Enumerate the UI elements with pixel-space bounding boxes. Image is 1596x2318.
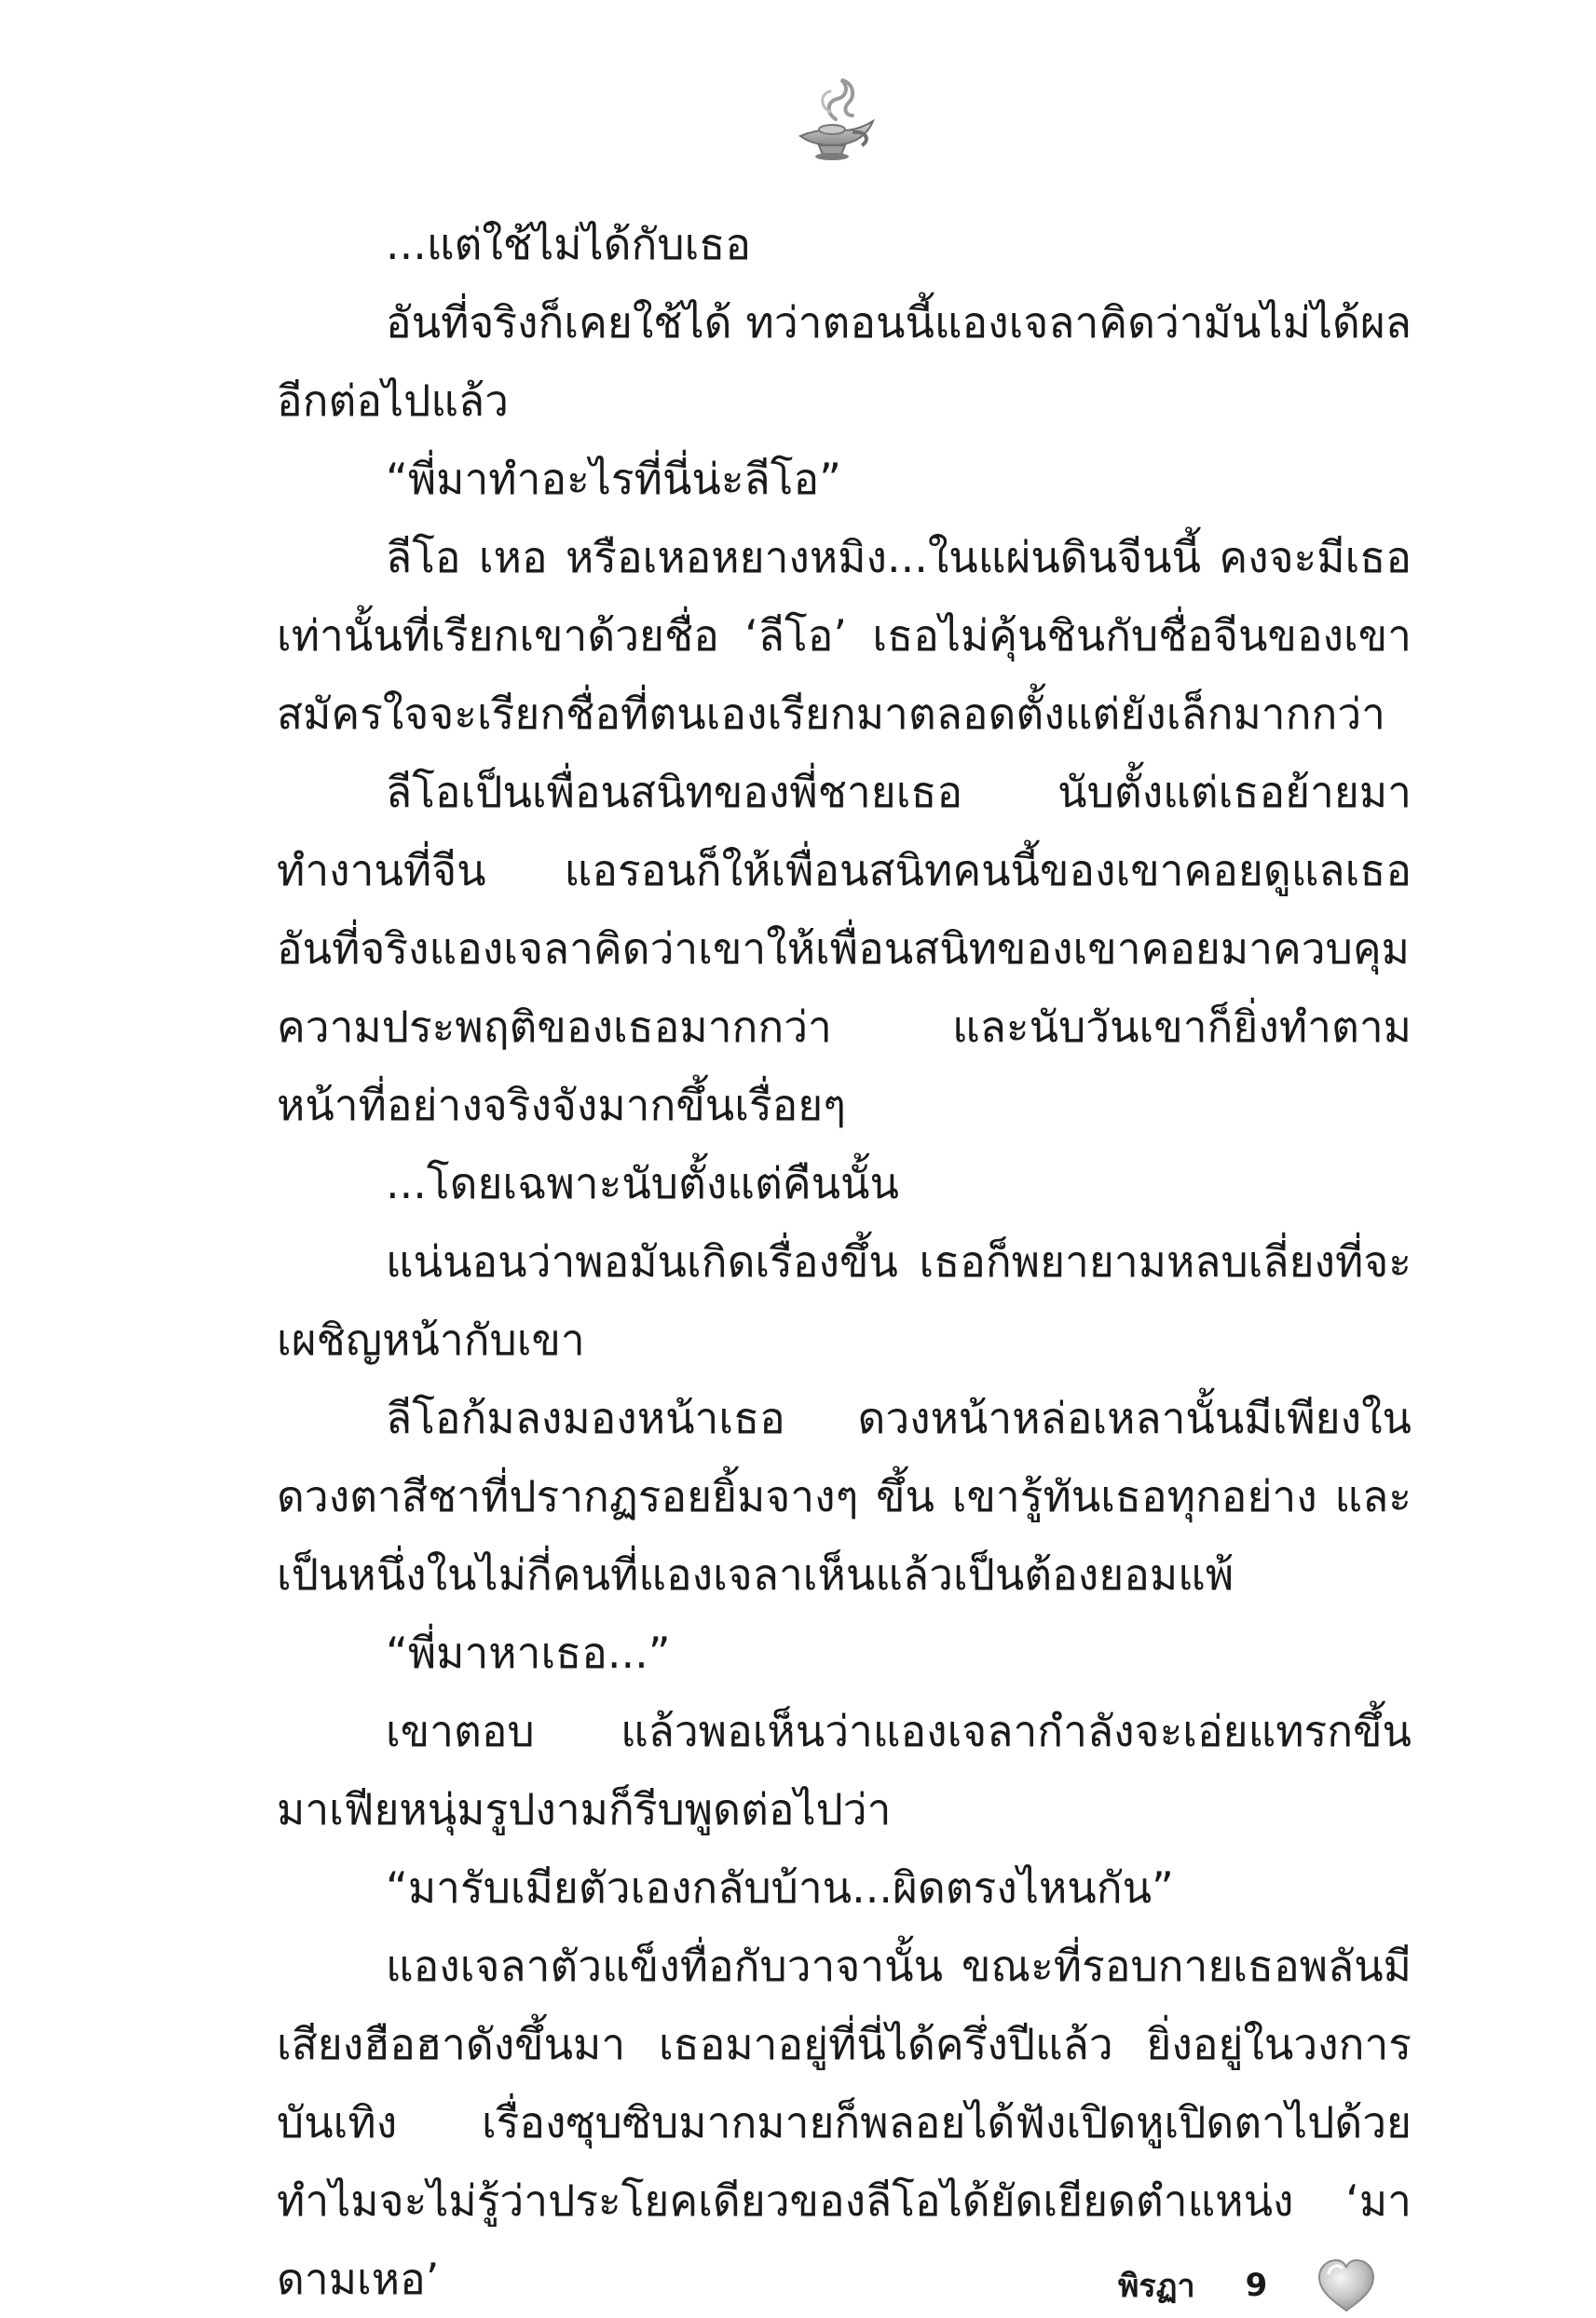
paragraph: ลีโอเป็นเพื่อนสนิทของพี่ชายเธอ นับตั้งแต่เธอย้ายมาทำงานที่จีน แอรอนก็ให้เพื่อนสนิทคนนี้ของเขาคอยดูแลเธอ อันที่จริงแองเจลาคิดว่าเขาให้เพื่อนสนิทของเขาคอยมาควบคุมความประพฤติของเธอมากกว่า และนับวันเขาก็ยิ่งทำตามหน้าที่อย่างจริงจังมากขึ้นเรื่อยๆ: [277, 767, 1412, 1130]
paragraph: “พี่มาทำอะไรที่นี่น่ะลีโอ”: [386, 454, 841, 504]
heart-ornament-icon: [1314, 2253, 1379, 2318]
paragraph: อันที่จริงก็เคยใช้ได้ ทว่าตอนนี้แองเจลาคิดว่ามันไม่ได้ผลอีกต่อไปแล้ว: [277, 297, 1412, 426]
page-footer: [1118, 2253, 1379, 2318]
paragraph: “พี่มาหาเธอ...”: [386, 1628, 671, 1678]
paragraph: ...โดยเฉพาะนับตั้งแต่คืนนั้น: [386, 1158, 899, 1208]
footer-author: พิรฏา: [1118, 2268, 1195, 2305]
genie-lamp-icon: [787, 75, 890, 168]
paragraph: ลีโอก้มลงมองหน้าเธอ ดวงหน้าหล่อเหลานั้นมีเพียงในดวงตาสีชาที่ปรากฏรอยยิ้มจางๆ ขึ้น เขารู้ทันเธอทุกอย่าง และเป็นหนึ่งในไม่กี่คนที่แองเจลาเห็นแล้วเป็นต้องยอมแพ้: [277, 1393, 1412, 1600]
paragraph: ลีโอ เหอ หรือเหอหยางหมิง...ในแผ่นดินจีนนี้ คงจะมีเธอเท่านั้นที่เรียกเขาด้วยชื่อ ‘ลีโอ’ เธอไม่คุ้นชินกับชื่อจีนของเขาสมัครใจจะเรียกชื่อที่ตนเองเรียกมาตลอดตั้งแต่ยังเล็กมากกว่า: [277, 532, 1412, 739]
paragraph: “มารับเมียตัวเองกลับบ้าน...ผิดตรงไหนกัน”: [386, 1862, 1174, 1913]
paragraph: แน่นอนว่าพอมันเกิดเรื่องขึ้น เธอก็พยายามหลบเลี่ยงที่จะเผชิญหน้ากับเขา: [277, 1236, 1412, 1365]
paragraph: ...แต่ใช้ไม่ได้กับเธอ: [386, 219, 752, 269]
body-text: [277, 205, 1412, 2318]
page-number: 9: [1245, 2267, 1268, 2304]
paragraph: เขาตอบ แล้วพอเห็นว่าแองเจลากำลังจะเอ่ยแทรกขึ้นมาเฟียหนุ่มรูปงามก็รีบพูดต่อไปว่า: [277, 1706, 1412, 1834]
paragraph: แองเจลาตัวแข็งทื่อกับวาจานั้น ขณะที่รอบกายเธอพลันมีเสียงฮือฮาดังขึ้นมา เธอมาอยู่ที่นี่ได้ครึ่งปีแล้ว ยิ่งอยู่ในวงการบันเทิง เรื่องซุบซิบมากมายก็พลอยได้ฟังเปิดหูเปิดตาไปด้วย ทำไมจะไม่รู้ว่าประโยคเดียวของลีโอได้ยัดเยียดตำแหน่ง ‘มาดามเหอ’: [277, 1941, 1412, 2304]
